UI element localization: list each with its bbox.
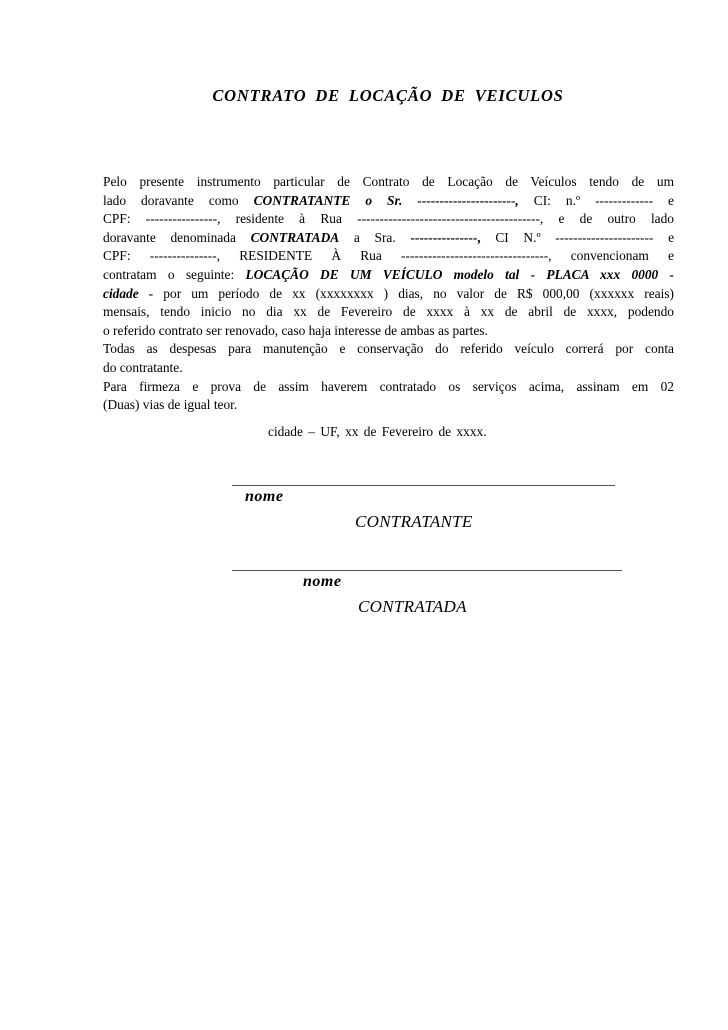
body-line: cidade - por um período de xx (xxxxxxxx ) dias, no valor de R$ 000,00 (xxxxxx reais): [103, 285, 674, 301]
signature-name-contratante: nome: [245, 488, 284, 505]
contratante-party: CONTRATANTE o Sr. ----------------------,: [253, 192, 519, 208]
body-line: o referido contrato ser renovado, caso haja interesse de ambas as partes.: [103, 322, 488, 338]
document-title: CONTRATO DE LOCAÇÃO DE VEICULOS: [212, 86, 564, 105]
body-line: CPF: ----------------, residente à Rua -----------------------------------------, e de outro lado: [103, 211, 674, 227]
date-line: cidade – UF, xx de Fevereiro de xxxx.: [268, 424, 487, 439]
signature-role-contratante: CONTRATANTE: [355, 512, 473, 531]
vehicle-description: LOCAÇÃO DE UM VEÍCULO modelo tal - PLACA xxx 0000 -: [245, 266, 674, 282]
body-line: Para firmeza e prova de assim haverem contratado os serviços acima, assinam em 02: [103, 378, 674, 394]
signature-line-contratada: [232, 570, 622, 571]
signature-role-contratada: CONTRATADA: [358, 597, 467, 616]
body-line: Todas as despesas para manutenção e conservação do referido veículo correrá por conta: [103, 341, 674, 357]
body-line: doravante denominada CONTRATADA a Sra. ---------------, CI N.º ---------------------- e: [103, 229, 674, 245]
signature-line-contratante: [232, 485, 615, 486]
body-line: do contratante.: [103, 359, 183, 375]
signature-name-contratada: nome: [303, 573, 342, 590]
body-line: lado doravante como CONTRATANTE o Sr. ----------------------, CI: n.º ------------- e: [103, 192, 674, 208]
vehicle-city: cidade -: [103, 285, 154, 301]
contract-body: [103, 173, 674, 415]
body-line: contratam o seguinte: LOCAÇÃO DE UM VEÍCULO modelo tal - PLACA xxx 0000 -: [103, 266, 674, 282]
body-line: (Duas) vias de igual teor.: [103, 397, 238, 413]
contratada-name-blank: ---------------,: [410, 229, 481, 245]
body-line: mensais, tendo inicio no dia xx de Fevereiro de xxxx à xx de abril de xxxx, podendo: [103, 304, 674, 320]
contratada-label: CONTRATADA: [250, 229, 340, 245]
body-line: CPF: ---------------, RESIDENTE À Rua ---------------------------------, convencionam e: [103, 248, 674, 264]
body-line: Pelo presente instrumento particular de Contrato de Locação de Veículos tendo de um: [103, 174, 674, 189]
